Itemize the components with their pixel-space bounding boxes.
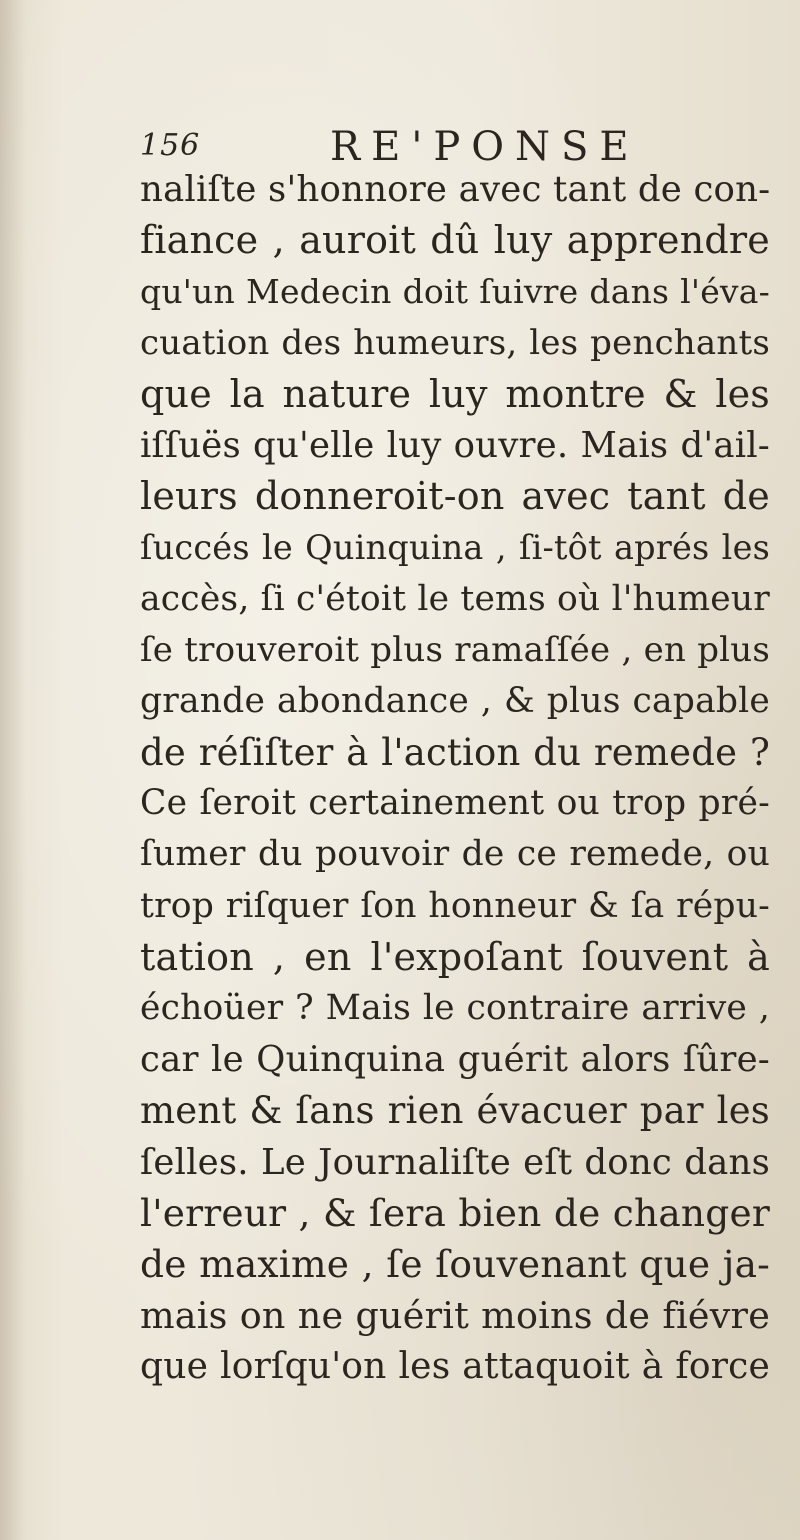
running-head: RE'PONSE (330, 124, 640, 170)
text-line: l'erreur , & ſera bien de changer (140, 1190, 770, 1235)
text-line: fiance , auroit dû luy apprendre (140, 218, 770, 263)
text-line: trop riſquer ſon honneur & ſa répu- (140, 885, 770, 926)
page-gutter-shadow (0, 0, 26, 1540)
text-line: accès, ſi c'étoit le tems où l'humeur (140, 578, 771, 619)
text-line: que lorſqu'on les attaquoit à force (140, 1346, 770, 1388)
text-line: cuation des humeurs, les penchants (140, 322, 770, 363)
text-line: de réſiſter à l'action du remede ? (140, 731, 770, 775)
text-line: tation , en l'expoſant ſouvent à (140, 934, 770, 979)
text-line: de maxime , ſe ſouvenant que ja- (140, 1241, 770, 1286)
text-line: ſuccés le Quinquina , ſi-tôt aprés les (140, 528, 770, 568)
text-line: Ce ſeroit certainement ou trop pré- (140, 783, 770, 824)
body-text (140, 164, 770, 1393)
page-number: 156 (140, 128, 201, 163)
text-line: grande abondance , & plus capable (140, 680, 770, 721)
text-line: ment & ſans rien évacuer par les (140, 1089, 770, 1133)
text-line: que la nature luy montre & les (140, 371, 770, 416)
text-line: naliſte s'honnore avec tant de con- (140, 169, 771, 210)
text-line: leurs donneroit-on avec tant de (140, 474, 770, 519)
text-line: échoüer ? Mais le contraire arrive , (140, 988, 770, 1028)
text-line: ſelles. Le Journaliſte eſt donc dans (140, 1141, 770, 1183)
text-line: iſſuës qu'elle luy ouvre. Mais d'ail- (140, 424, 770, 466)
text-line: ſumer du pouvoir de ce remede, ou (140, 834, 770, 875)
text-line: ſe trouveroit plus ramaſſée , en plus (140, 629, 770, 670)
text-line: car le Quinquina guérit alors ſûre- (140, 1039, 770, 1081)
text-line: qu'un Medecin doit ſuivre dans l'éva- (140, 272, 770, 312)
text-line: mais on ne guérit moins de fiévre (140, 1294, 770, 1338)
